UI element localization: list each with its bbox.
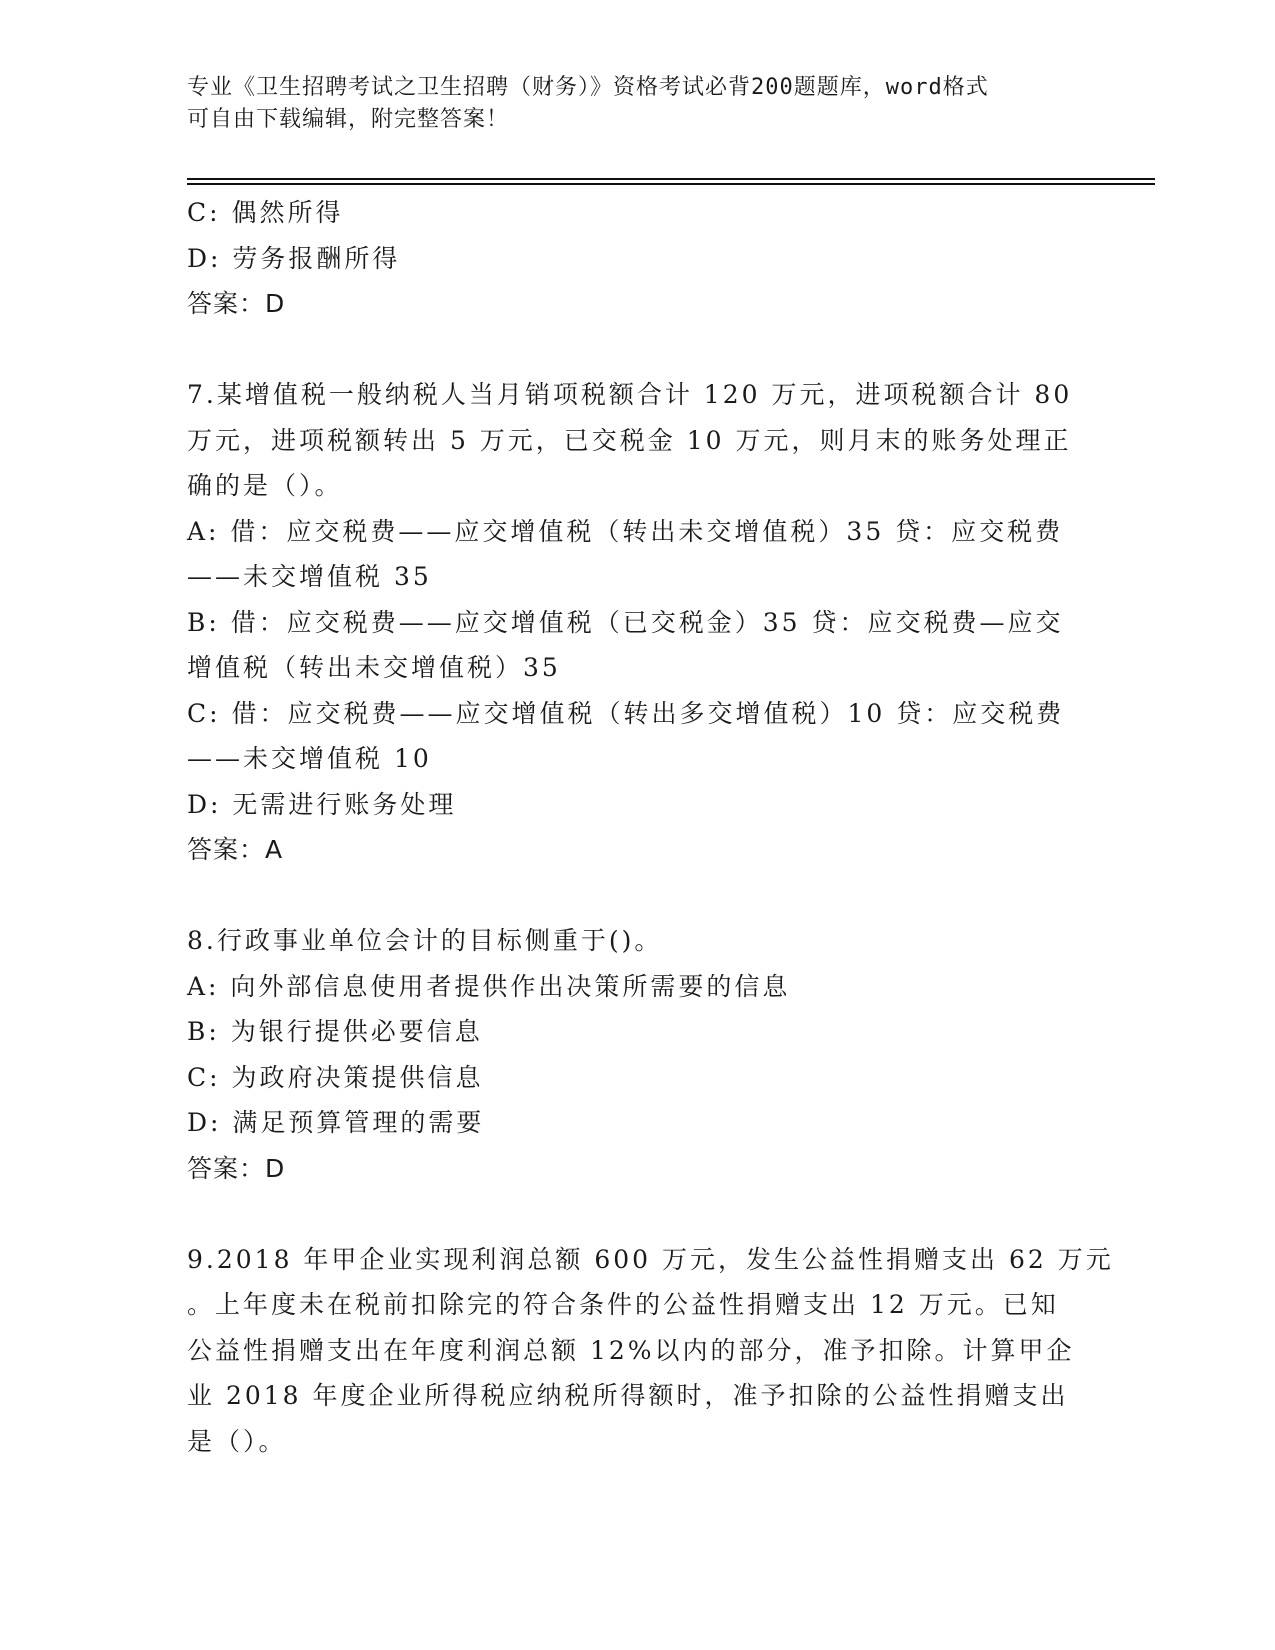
- question-7: [187, 372, 1087, 873]
- q6-option-d: D: 劳务报酬所得: [187, 243, 401, 273]
- header-title-line-1: 专业《卫生招聘考试之卫生招聘（财务）》资格考试必背200题题库，word格式: [187, 75, 989, 100]
- q8-answer: 答案：D: [187, 1153, 286, 1183]
- header-divider-top: [187, 178, 1155, 180]
- header-divider-bottom: [187, 183, 1155, 185]
- q7-answer: 答案：A: [187, 835, 284, 864]
- q7-stem-line-3: 确的是（）。: [187, 471, 343, 500]
- q7-option-c-line-1: C: 借：应交税费——应交增值税（转出多交增值税）10 贷：应交税费: [187, 698, 1065, 728]
- q9-stem-line-4: 业 2018 年度企业所得税应纳税所得额时，准予扣除的公益性捐赠支出: [187, 1381, 1069, 1410]
- document-body: [187, 190, 1114, 1464]
- question-9: [187, 1237, 1114, 1465]
- q8-option-a: A: 向外部信息使用者提供作出决策所需要的信息: [187, 971, 791, 1001]
- q7-option-a-line-2: ——未交增值税 35: [187, 562, 432, 591]
- q7-option-a-line-1: A: 借：应交税费——应交增值税（转出未交增值税）35 贷：应交税费: [187, 516, 1064, 546]
- q7-option-b-line-2: 增值税（转出未交增值税）35: [187, 653, 561, 682]
- q9-stem-line-2: 。上年度未在税前扣除完的符合条件的公益性捐赠支出 12 万元。已知: [187, 1290, 1059, 1319]
- q7-option-d: D: 无需进行账务处理: [187, 789, 457, 819]
- question-6-tail: [187, 190, 1087, 327]
- q9-stem-line-3: 公益性捐赠支出在年度利润总额 12%以内的部分，准予扣除。计算甲企: [187, 1335, 1075, 1365]
- q7-stem-line-2: 万元，进项税额转出 5 万元，已交税金 10 万元，则月末的账务处理正: [187, 425, 1072, 455]
- q7-option-b-line-1: B: 借：应交税费——应交增值税（已交税金）35 贷：应交税费—应交: [187, 607, 1064, 637]
- q9-stem-line-5: 是（）。: [187, 1426, 287, 1456]
- q6-option-c: C: 偶然所得: [187, 198, 344, 227]
- q8-option-c: C: 为政府决策提供信息: [187, 1062, 484, 1092]
- q8-option-b: B: 为银行提供必要信息: [187, 1017, 483, 1046]
- document-header: [187, 72, 1087, 136]
- q6-answer: 答案：D: [187, 289, 286, 318]
- spacer: [187, 327, 1087, 373]
- q7-stem-line-1: 7.某增值税一般纳税人当月销项税额合计 120 万元，进项税额合计 80: [187, 380, 1073, 409]
- spacer: [187, 873, 1087, 919]
- q8-option-d: D: 满足预算管理的需要: [187, 1108, 485, 1137]
- q7-option-c-line-2: ——未交增值税 10: [187, 744, 432, 773]
- question-8: [187, 918, 1087, 1191]
- q8-stem: 8.行政事业单位会计的目标侧重于()。: [187, 926, 663, 955]
- header-title-line-2: 可自由下载编辑，附完整答案！: [187, 107, 510, 132]
- spacer: [187, 1191, 1087, 1237]
- q9-stem-line-1: 9.2018 年甲企业实现利润总额 600 万元，发生公益性捐赠支出 62 万元: [187, 1244, 1114, 1274]
